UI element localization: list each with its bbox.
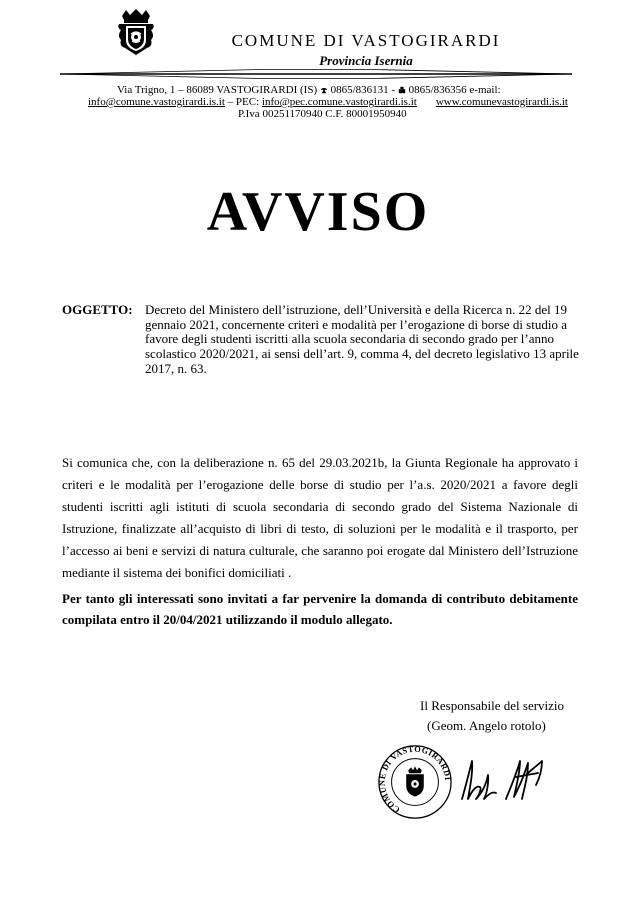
- signatory-role: Il Responsabile del servizio: [420, 698, 565, 713]
- handwritten-signature: [456, 755, 576, 805]
- signatory-name: (Geom. Angelo rotolo): [427, 718, 546, 733]
- contact-line-address: [117, 84, 501, 96]
- oggetto-label: OGGETTO:: [62, 302, 133, 317]
- stamp-text: COMUNE DI VASTOGIRARDI: [377, 744, 453, 815]
- page-title: AVVISO: [206, 181, 430, 243]
- pec-link[interactable]: info@pec.comune.vastogirardi.is.it: [261, 96, 417, 108]
- phone-number: 0865/836131 -: [330, 84, 396, 96]
- coat-of-arms-icon: [116, 8, 156, 58]
- fiscal-info: P.Iva 00251170940 C.F. 80001950940: [238, 108, 407, 120]
- pec-label: – PEC:: [224, 96, 262, 108]
- letterhead-rule: [60, 67, 572, 81]
- official-stamp: [376, 743, 454, 821]
- website-link[interactable]: www.comunevastogirardi.is.it: [435, 96, 568, 108]
- stamp-crest-icon: [406, 766, 424, 796]
- contact-line-email: [88, 96, 568, 108]
- oggetto-text: Decreto del Ministero dell’istruzione, dell’Università e della Ricerca n. 22 del 19 gennaio 2021, concernente criteri e modalità per l’erogazione di borse di studio a favore degli studenti iscritti alla scuola secondaria di secondo grado per l’anno scolastico 2020/2021, ai sensi dell’art. 9, comma 4, del decreto legislativo 13 aprile 2017, n. 63.: [145, 302, 579, 376]
- provincia: Provincia Isernia: [319, 53, 413, 68]
- phone-icon: [320, 86, 328, 94]
- comune-name: COMUNE DI VASTOGIRARDI: [231, 31, 501, 50]
- fax-number: 0865/836356 e-mail:: [408, 84, 501, 96]
- fax-icon: [398, 86, 406, 94]
- body-paragraph: Si comunica che, con la deliberazione n. 65 del 29.03.2021b, la Giunta Regionale ha approvato i criteri e le modalità per l’erogazione delle borse di studio per l’a.s. 2020/2021 a favore degli studenti iscritti agli istituti di scuola secondaria di secondo grado del Sistema Nazionale di Istruzione, finalizzate all’acquisto di libri di testo, di soluzioni per le modalità e il trasporto, per l’accesso ai beni e servizi di natura culturale, che saranno poi erogate dal Ministero dell’Istruzione mediante il sistema dei bonifici domiciliati .: [62, 455, 578, 580]
- notice-paragraph: Per tanto gli interessati sono invitati a far pervenire la domanda di contributo debitamente compilata entro il 20/04/2021 utilizzando il modulo allegato.: [62, 591, 578, 627]
- email-link[interactable]: info@comune.vastogirardi.is.it: [88, 96, 225, 108]
- address-text: Via Trigno, 1 – 86089 VASTOGIRARDI (IS): [117, 84, 318, 96]
